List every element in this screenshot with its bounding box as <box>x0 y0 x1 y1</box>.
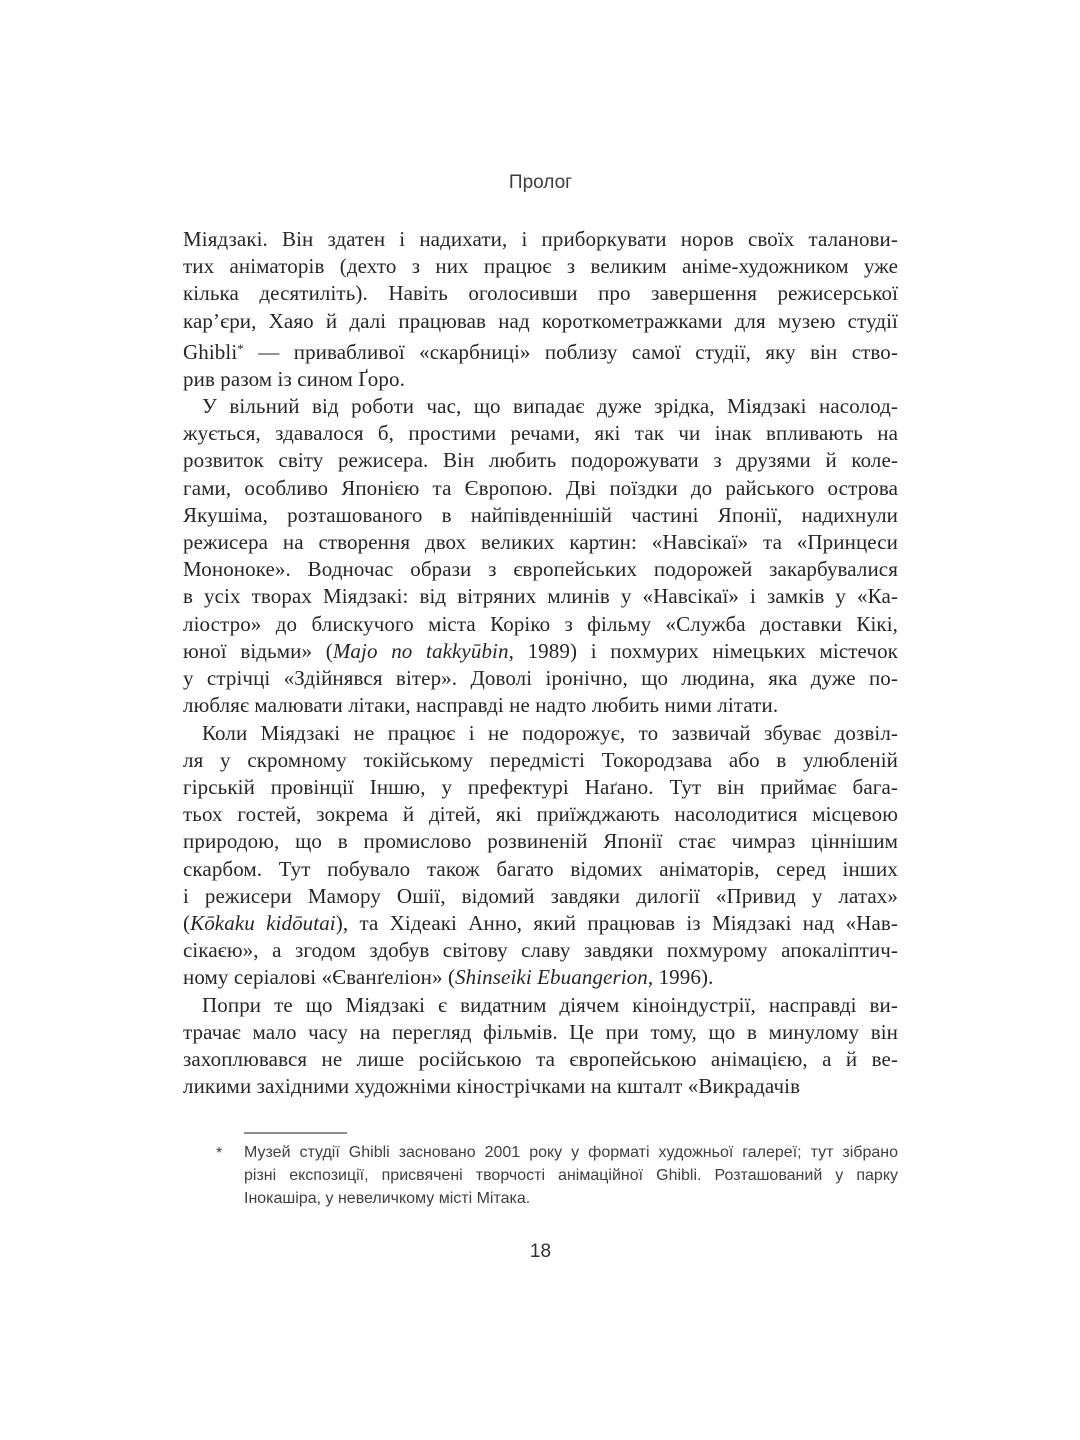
text-line: рив разом із сином Ґоро. <box>183 366 405 391</box>
text-line: (Kōkaku kidōutai), та Хідеакі Анно, який працював із Міядзакі над «Нав- <box>183 910 898 935</box>
text-line: трачає мало часу на перегляд фільмів. Це при тому, що в минулому він <box>183 1019 898 1044</box>
text-line: скарбом. Тут побувало також багато відомих аніматорів, серед інших <box>183 856 898 881</box>
paragraph <box>183 393 898 719</box>
text-line: ликими західними художніми кінострічками на кшталт «Викрадачів <box>183 1074 801 1099</box>
footnote-ref: * <box>237 340 244 356</box>
text-line: гірській провінції Іншю, у префектурі Наґано. Тут він приймає бага- <box>183 774 898 799</box>
text-line: ля у скромному токійському передмісті Токородзава або в улюбленій <box>183 747 898 772</box>
text-line: природою, що в промислово розвиненій Японії стає чимраз ціннішим <box>183 829 898 854</box>
text-line: в усіх творах Міядзакі: від вітряних млинів у «Навсікаї» і замків у «Ка- <box>183 584 898 609</box>
text-line: кар’єри, Хаяо й далі працював над короткометражками для музею студії <box>183 308 898 333</box>
footnote-divider <box>244 1132 347 1134</box>
text-line: у стрічці «Здійнявся вітер». Доволі іронічно, що людина, яка дуже по- <box>183 666 898 691</box>
text-line: ному серіалові «Єванґеліон» (Shinseiki Ebuangerion, 1996). <box>183 965 714 990</box>
text-line: кілька десятиліть). Навіть оголосивши про завершення режисерської <box>183 281 898 306</box>
text-line: Якушіма, розташованого в найпівденнішій частині Японії, надихнули <box>183 502 898 527</box>
text-line: Міядзакі. Він здатен і надихати, і приборкувати норов своїх таланови- <box>183 227 898 251</box>
text-line: захоплювався не лише російською та європейською анімацією, а й ве- <box>183 1046 898 1071</box>
text-line: режисера на створення двох великих картин: «Навсікаї» та «Принцеси <box>183 530 898 555</box>
text-line: розвиток світу режисера. Він любить подорожувати з друзями й коле- <box>183 448 898 473</box>
text-line: жується, здавалося б, простими речами, які так чи інак впливають на <box>183 421 898 446</box>
footnote-line: різні експозиції, присвячені творчості анімаційної Ghibli. Розташований у парку <box>244 1167 898 1185</box>
footnote-line: Музей студії Ghibli засновано 2001 року у форматі художньої галереї; тут зібрано <box>244 1144 898 1161</box>
text-line: тих аніматорів (дехто з них працює з великим аніме-художником уже <box>183 254 898 279</box>
text-line: любляє малювати літаки, насправді не надто любить ними літати. <box>183 693 779 718</box>
chapter-header: Пролог <box>508 172 573 193</box>
italic-title: Kōkaku kidōutai <box>190 910 336 935</box>
text-line: тьох гостей, зокрема й дітей, які приїжджають насолодитися місцевою <box>183 802 898 827</box>
footnote-text <box>244 1141 898 1211</box>
text-line: ліостро» до блискучого міста Коріко з фільму «Служба доставки Кікі, <box>183 611 898 636</box>
text-line: і режисери Мамору Ошії, відомий завдяки дилогії «Привид у латах» <box>183 883 898 908</box>
text-line: Коли Міядзакі не працює і не подорожує, то зазвичай збуває дозвіл- <box>202 720 898 745</box>
footnote <box>216 1141 898 1211</box>
text-line: Мононоке». Водночас образи з європейських подорожей закарбувалися <box>183 557 898 582</box>
italic-title: Shinseiki Ebuangerion <box>455 965 648 990</box>
footnote-marker: * <box>216 1145 223 1162</box>
text-line: Ghibli* — привабливої «скарбниці» поблизу самої студії, яку він ство- <box>183 339 898 364</box>
text-line: Попри те що Міядзакі є видатним діячем кіноіндустрії, насправді ви- <box>202 992 898 1017</box>
paragraph <box>183 720 898 992</box>
text-line: гами, особливо Японією та Європою. Дві поїздки до райського острова <box>183 475 898 500</box>
text-line: У вільний від роботи час, що випадає дуже зрідка, Міядзакі насолод- <box>202 394 898 419</box>
paragraph <box>183 992 898 1101</box>
text-line: юної відьми» (Majo no takkyūbin, 1989) і похмурих німецьких містечок <box>183 638 898 663</box>
paragraph <box>183 226 898 393</box>
page-number: 18 <box>529 1241 552 1262</box>
text-line: сікаєю», а згодом здобув світову славу завдяки похмурому апокаліптич- <box>183 938 898 963</box>
italic-title: Majo no takkyūbin <box>332 638 509 663</box>
footnote-line: Інокашіра, у невеличкому місті Мітака. <box>244 1190 531 1208</box>
body-text <box>183 226 898 1100</box>
